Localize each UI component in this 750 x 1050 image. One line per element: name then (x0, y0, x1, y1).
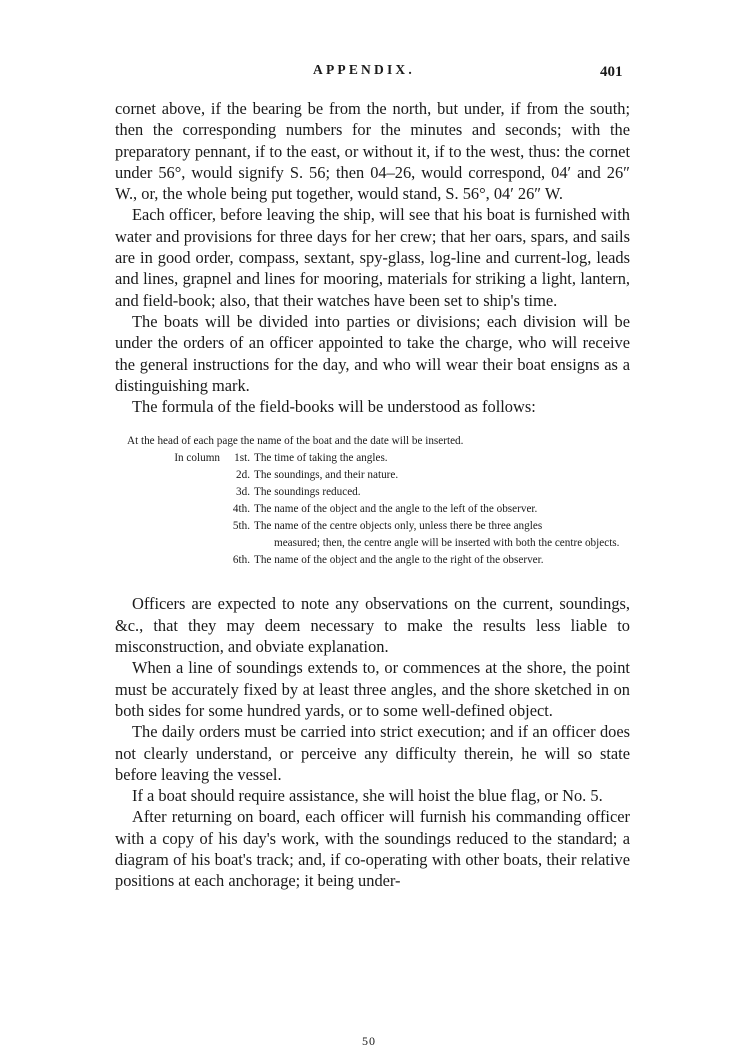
body-text (115, 98, 630, 892)
column-description: The time of taking the angles. (254, 452, 388, 465)
column-description: The name of the object and the angle to the right of the observer. (254, 554, 544, 567)
column-lead: In column (174, 452, 220, 465)
paragraph: Each officer, before leaving the ship, will see that his boat is furnished with water and provisions for three days for her crew; that her oars, spars, and sails are in good order, compass, sextant, spy-glass, log-line and current-log, leads and lines, grapnel and lines for mooring, materials for striking a light, lantern, and field-book; also, that their watches have been set to ship's time. (115, 205, 630, 310)
field-book-formula (115, 433, 630, 569)
formula-intro: At the head of each page the name of the boat and the date will be inserted. (127, 435, 464, 448)
paragraph: cornet above, if the bearing be from the north, but under, if from the south; then the corresponding numbers for the minutes and seconds; with the preparatory pennant, if to the east, or without it, if to the west, thus: the cornet under 56°, would signify S. 56; then 04–26, would correspond, 04′ and 26″ W., or, the whole being put together, would stand, S. 56°, 04′ 26″ W. (115, 99, 630, 204)
paragraph: After returning on board, each officer will furnish his commanding officer with a copy of his day's work, with the soundings reduced to the standard; a diagram of his boat's track; and, if co-operating with other boats, their relative positions at each anchorage; it being under- (115, 807, 630, 891)
column-description: The name of the object and the angle to the left of the observer. (254, 503, 538, 516)
signature-mark: 50 (362, 1034, 376, 1048)
column-number: 6th. (232, 554, 250, 567)
column-description-multiline (254, 518, 629, 552)
formula-column-row (115, 518, 630, 552)
column-number: 1st. (234, 452, 250, 465)
paragraph: The boats will be divided into parties or divisions; each division will be under the orders of an officer appointed to take the charge, who will receive the general instructions for the day, and who will wear their boat ensigns as a distinguishing mark. (115, 311, 630, 395)
column-description: The soundings, and their nature. (254, 469, 399, 482)
running-head (0, 62, 750, 82)
paragraph: When a line of soundings extends to, or commences at the shore, the point must be accurately fixed by at least three angles, and the shore sketched in on both sides for some hundred yards, or to some well-defined object. (115, 658, 630, 720)
paragraph: The formula of the field-books will be understood as follows: (132, 397, 536, 417)
column-number: 5th. (232, 520, 250, 533)
page-number: 401 (600, 64, 623, 80)
paragraph: If a boat should require assistance, she will hoist the blue flag, or No. 5. (132, 786, 603, 806)
column-description: The name of the centre objects only, unless there be three angles (254, 520, 543, 533)
paragraph: Officers are expected to note any observations on the current, soundings, &c., that they may deem necessary to make the results less liable to misconstruction, and obviate explanation. (115, 594, 630, 657)
column-number: 4th. (232, 503, 250, 516)
column-number: 3d. (236, 486, 250, 499)
formula-column-row (115, 467, 630, 484)
column-description-continued: measured; then, the centre angle will be inserted with both the centre objects. (274, 537, 620, 550)
running-title: APPENDIX. (313, 62, 415, 77)
column-description: The soundings reduced. (254, 486, 361, 499)
formula-column-row (115, 484, 630, 501)
paragraph: The daily orders must be carried into strict execution; and if an officer does not clearly understand, or perceive any difficulty therein, he will so state before leaving the vessel. (115, 722, 630, 784)
column-number: 2d. (236, 469, 250, 482)
formula-column-row (115, 501, 630, 518)
formula-column-row (115, 450, 630, 467)
formula-column-row (115, 552, 630, 569)
